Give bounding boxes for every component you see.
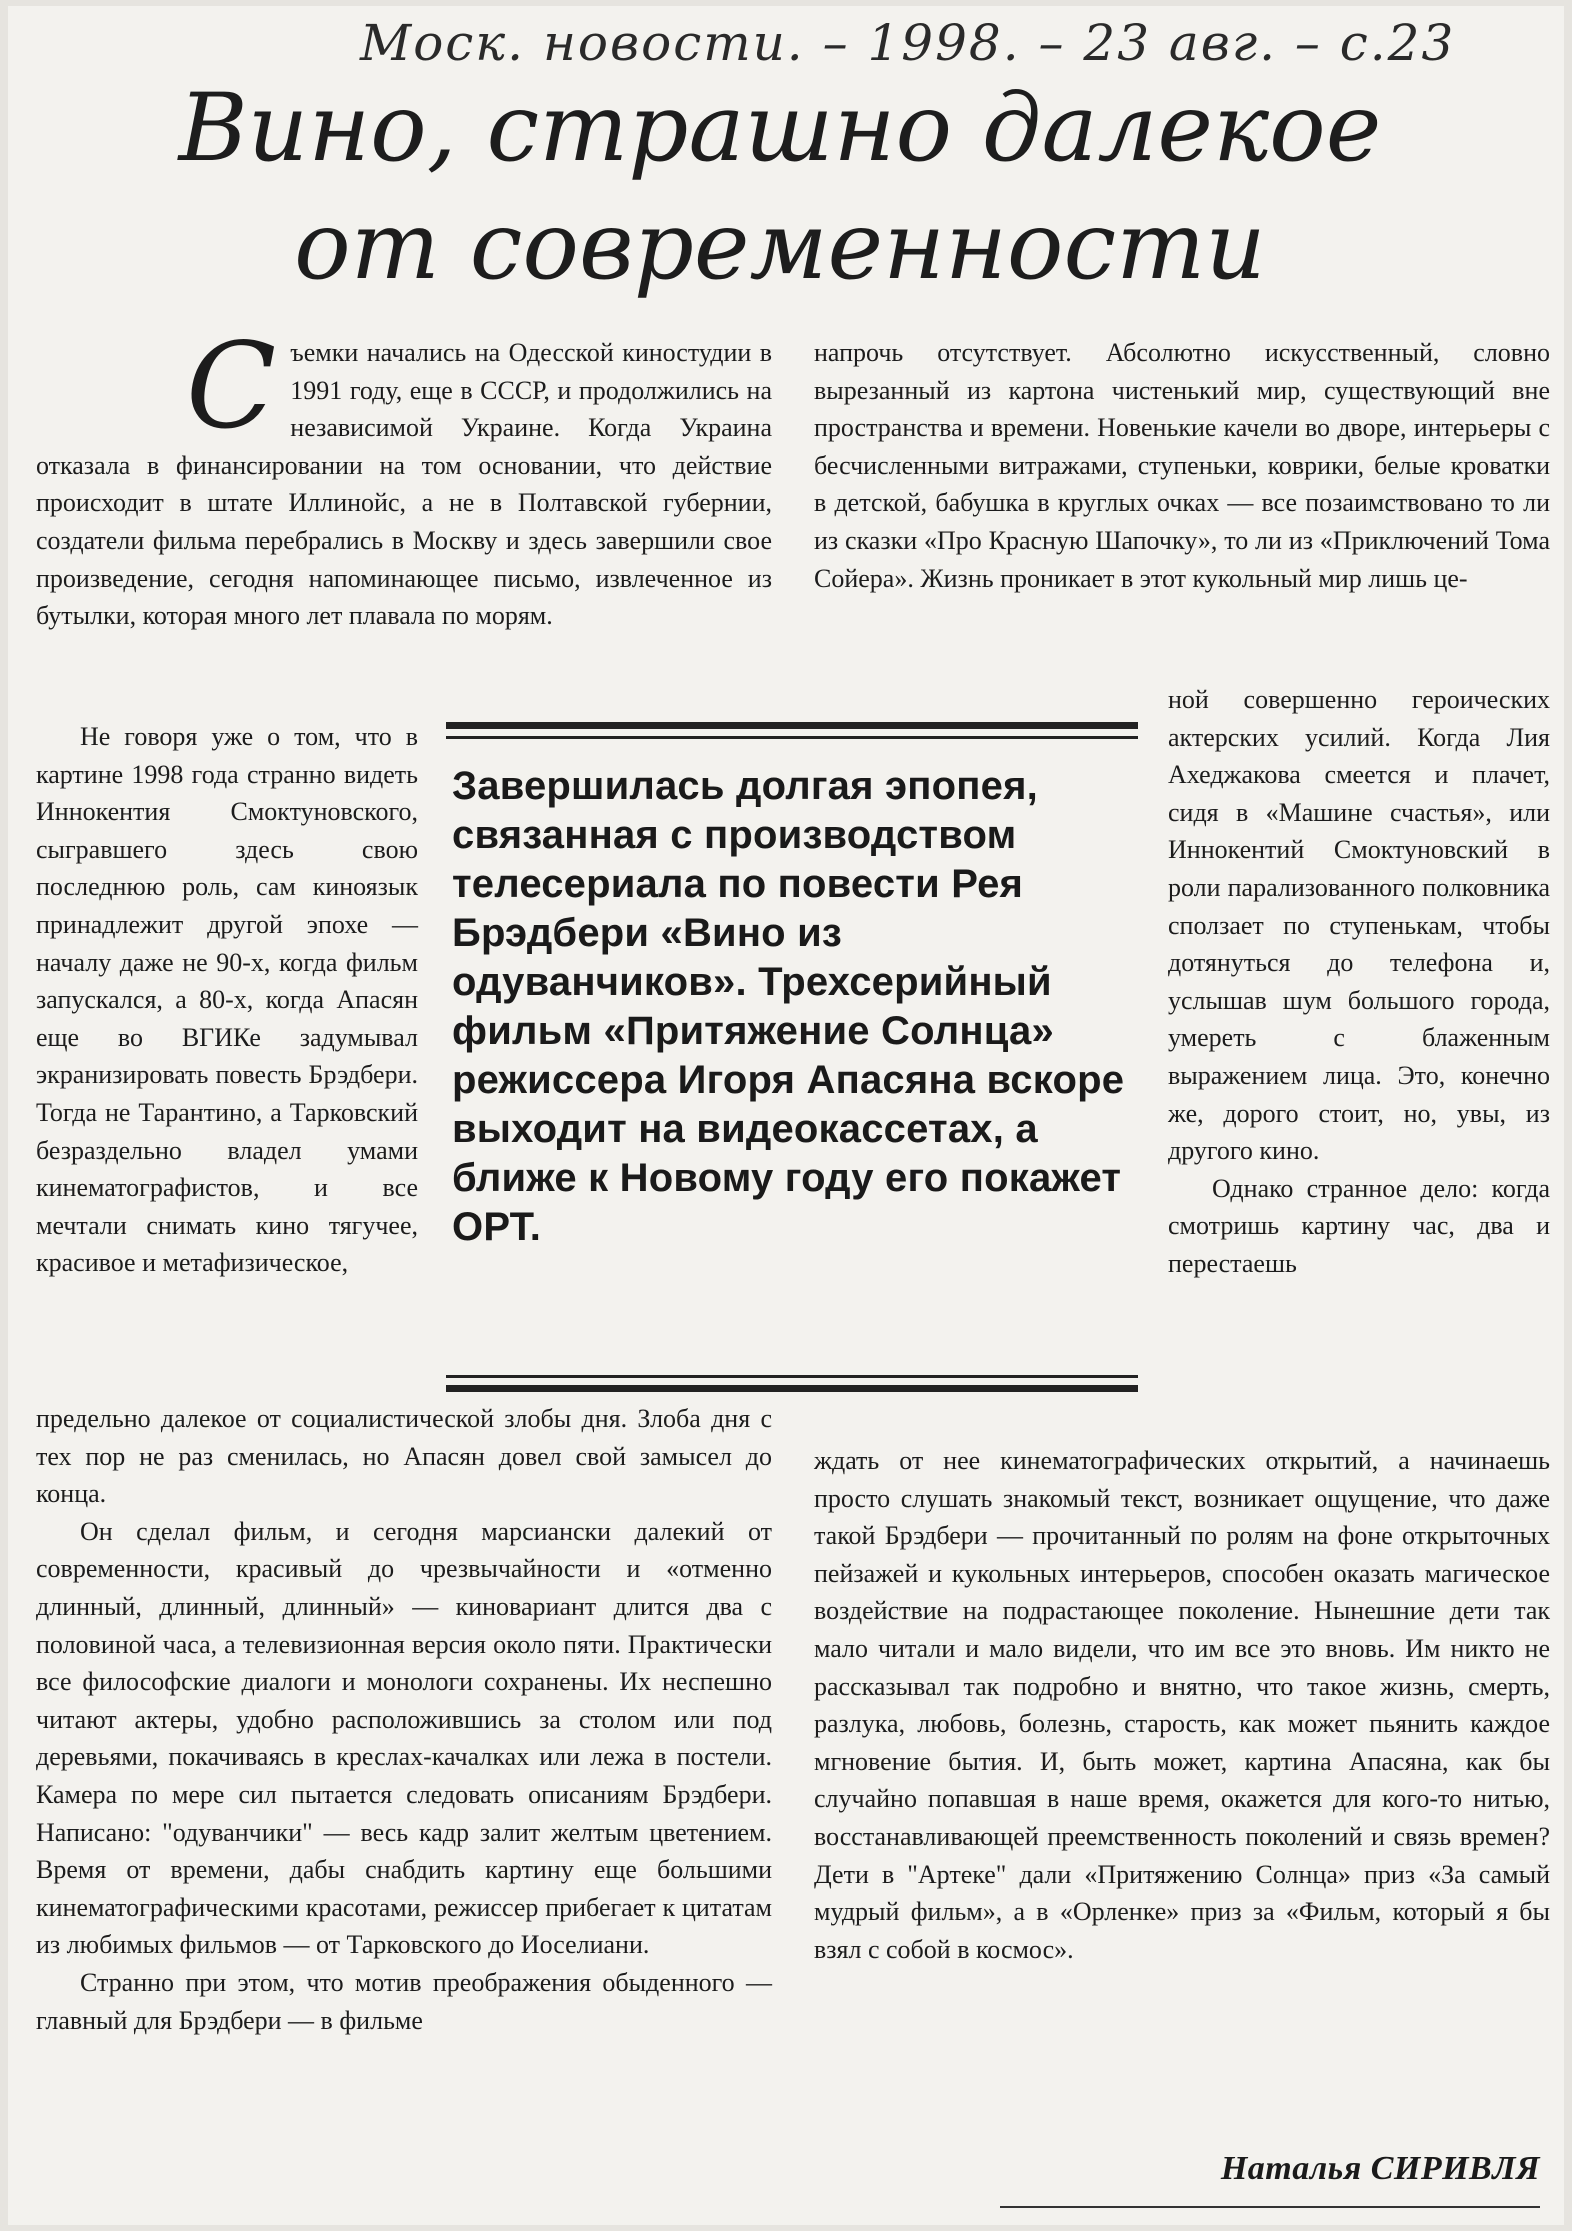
column-right-narrow: [1168, 681, 1550, 1283]
article-lead: Завершилась долгая эпопея, связанная с производством телесериала по повести Рея Брэдбери «Вино из одуванчиков». Трехсерийный фильм «Притяжение Солнца» режиссера Игоря Апасяна вскоре выходит на видеокассетах, а ближе к Новому году его покажет ОРТ.: [452, 764, 1125, 1249]
lead-rule-bottom-thick: [446, 1385, 1138, 1392]
article-paragraph-2-continued: предельно далекое от социалистической злобы дня. Злоба дня с тех пор не раз сменилась, но Апасян довел свой замысел до конца.: [36, 1404, 772, 1509]
headline-line-1: Вино, страшно далекое: [178, 74, 1382, 183]
headline-line-2: от современности: [294, 192, 1266, 301]
article-paragraph-5: Однако странное дело: когда смотришь картину час, два и перестаешь: [1168, 1173, 1550, 1278]
article-paragraph-4-end: ной совершенно героических актерских усилий. Когда Лия Ахеджакова смеется и плачет, сидя в «Машине счастья», или Иннокентий Смоктуновский в роли парализованного полковника сползает по ступенькам, чтобы дотянуться до телефона и, услышав шум большого города, умереть с блаженным выражением лица. Это, конечно же, дорого стоит, но, увы, из другого кино.: [1168, 685, 1550, 1166]
lead-rule-top-thin: [446, 736, 1138, 739]
author-byline: Наталья СИРИВЛЯ: [1220, 2150, 1540, 2187]
article-paragraph-3: Он сделал фильм, и сегодня марсиански далекий от современности, красивый до чрезвычайности и «отменно длинный, длинный, длинный» — киновариант длится два с половиной часа, а телевизионная версия около пяти. Практически все философские диалоги и монологи сохранены. Их неспешно читают актеры, удобно расположившись за столом или под деревьями, покачиваясь в креслах-качалках или лежа в постели. Камера по мере сил пытается следовать описаниям Брэдбери. Написано: "одуванчики" — весь кадр залит желтым цветением. Время от времени, дабы снабдить картину еще большими кинематографическими красотами, режиссер прибегает к цитатам из любимых фильмов — от Тарковского до Иоселиани.: [36, 1516, 772, 1960]
column-left-bottom: [36, 1400, 772, 2039]
article-paragraph-5-continued: ждать от нее кинематографических открытий, а начинаешь просто слушать знакомый текст, возникает ощущение, что даже такой Брэдбери — прочитанный по ролям на фоне открыточных пейзажей и кукольных интерьеров, способен оказать магическое воздействие на подрастающее поколение. Нынешние дети так мало читали и мало видели, что им все это вновь. Им никто не рассказывал так подробно и внятно, что такое жизнь, смерть, разлука, любовь, болезнь, старость, как может пьянить каждое мгновение бытия. И, быть может, картина Апасяна, как бы случайно попавшая в наше время, окажется для кого-то нитью, восстанавливающей преемственность поколений и связь времен? Дети в "Артеке" дали «Притяжению Солнца» приз «За самый мудрый фильм», а в «Орленке» приз за «Фильм, который я бы взял с собой в космос».: [814, 1446, 1550, 1964]
article-paragraph-4-continued: напрочь отсутствует. Абсолютно искусственный, словно вырезанный из картона чистенький мир, существующий вне пространства и времени. Новенькие качели во дворе, интерьеры с бесчисленными витражами, ступеньки, коврики, белые кроватки в детской, бабушка в круглых очках — все позаимствовано то ли из сказки «Про Красную Шапочку», то ли из «Приключений Тома Сойера». Жизнь проникает в этот кукольный мир лишь це-: [814, 338, 1550, 593]
paragraph-1-text: ъемки начались на Одесской киностудии в 1991 году, еще в СССР, и продолжились на независимой Украине. Когда Украина отказала в финансировании на том основании, что действие происходит в штате Иллинойс, а не в Полтавской губернии, создатели фильма перебрались в Москву и здесь завершили свое произведение, сегодня напоминающее письмо, извлеченное из бутылки, которая много лет плавала по морям.: [36, 338, 772, 631]
column-right-top: [814, 334, 1550, 597]
drop-cap: С: [186, 317, 277, 455]
handwritten-source-note: Моск. новости. – 1998. – 23 авг. – с.23: [360, 14, 1456, 72]
column-left-top: [36, 317, 772, 635]
lead-box: [446, 722, 1138, 1392]
column-right-bottom: [814, 1442, 1550, 1968]
article-headline: [60, 70, 1500, 306]
lead-rule-top-thick: [446, 722, 1138, 729]
byline-underline: [1000, 2206, 1540, 2208]
article-paragraph-2: Не говоря уже о том, что в картине 1998 года странно видеть Иннокентия Смоктуновского, сыгравшего здесь свою последнюю роль, сам киноязык принадлежит другой эпохе — началу даже не 90-х, когда фильм запускался, а 80-х, когда Апасян еще во ВГИКе задумывал экранизировать повесть Брэдбери. Тогда не Тарантино, а Тарковский безраздельно владел умами кинематографистов, и все мечтали снимать кино тягучее, красивое и метафизическое,: [36, 722, 418, 1278]
lead-rule-bottom-thin: [446, 1375, 1138, 1378]
article-paragraph-1: [36, 317, 772, 635]
column-left-narrow: [36, 718, 418, 1282]
article-paragraph-4: Странно при этом, что мотив преображения обыденного — главный для Брэдбери — в фильме: [36, 1967, 772, 2035]
